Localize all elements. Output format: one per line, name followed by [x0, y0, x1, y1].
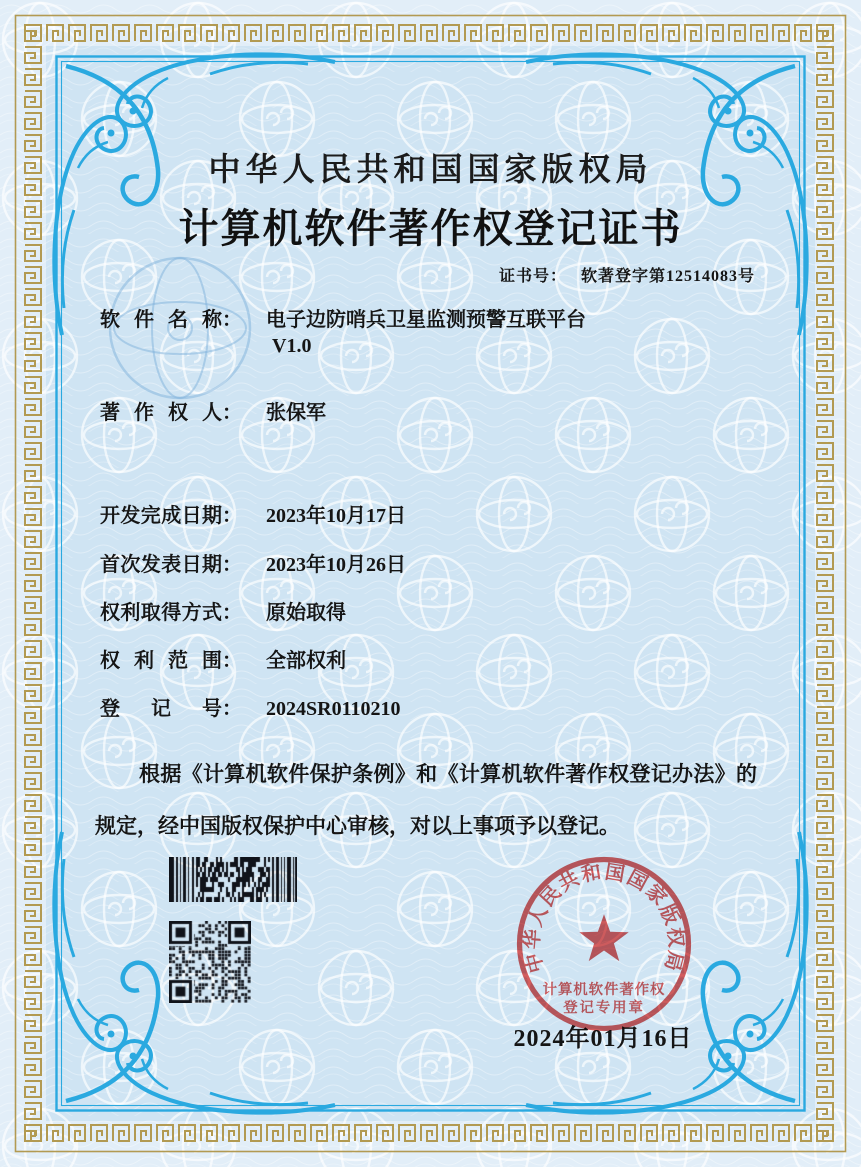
certificate-number-value: 软著登字第12514083号 — [580, 268, 755, 285]
official-red-seal — [508, 848, 700, 1040]
field-colon: ： — [222, 402, 242, 424]
field-dev-complete-date — [100, 499, 406, 528]
issue-date: 2024年01月16日 — [513, 1026, 693, 1052]
field-label: 著作权人 — [100, 402, 222, 424]
field-first-publish-date — [100, 548, 406, 577]
field-copyright-owner — [100, 396, 326, 425]
field-value: 原始取得 — [266, 602, 346, 624]
field-value: 2023年10月17日 — [266, 505, 406, 527]
seal-subtitle-line2: 登记专用章 — [563, 1000, 645, 1017]
certificate-number — [499, 263, 755, 286]
field-label: 权利范围 — [100, 650, 222, 672]
field-colon: ： — [222, 554, 242, 576]
barcode — [169, 857, 297, 902]
field-colon: ： — [222, 309, 242, 331]
field-label: 权利取得方式 — [100, 602, 222, 624]
qr-code — [169, 921, 251, 1003]
field-colon: ： — [222, 602, 242, 624]
field-rights-acquisition — [100, 596, 346, 625]
field-label: 登记号 — [100, 698, 222, 720]
field-value: 全部权利 — [266, 650, 346, 672]
field-label: 开发完成日期 — [100, 505, 222, 527]
field-registration-no — [100, 692, 400, 721]
field-value: 2023年10月26日 — [266, 554, 406, 576]
issuing-authority: 中华人民共和国国家版权局 — [208, 151, 653, 187]
certificate-number-label: 证书号： — [498, 268, 567, 285]
field-colon: ： — [222, 505, 242, 527]
field-colon: ： — [222, 650, 242, 672]
field-value: 2024SR0110210 — [266, 698, 401, 720]
field-value: 张保军 — [266, 402, 326, 424]
field-label: 首次发表日期 — [100, 554, 222, 576]
field-label: 软件名称 — [100, 309, 222, 331]
star-icon — [579, 914, 628, 961]
seal-ring-text: 中华人民共和国国家版权局 — [521, 861, 687, 975]
field-rights-scope — [100, 644, 346, 673]
registration-statement: 根据《计算机软件保护条例》和《计算机软件著作权登记办法》的规定，经中国版权保护中心审核，对以上事项予以登记。 — [95, 762, 757, 838]
certificate-title: 计算机软件著作权登记证书 — [178, 206, 683, 251]
field-software-name — [100, 303, 586, 332]
software-version: V1.0 — [272, 335, 312, 357]
seal-subtitle-line1: 计算机软件著作权 — [542, 981, 666, 998]
field-value: 电子边防哨兵卫星监测预警互联平台 — [266, 309, 586, 331]
field-colon: ： — [222, 698, 242, 720]
